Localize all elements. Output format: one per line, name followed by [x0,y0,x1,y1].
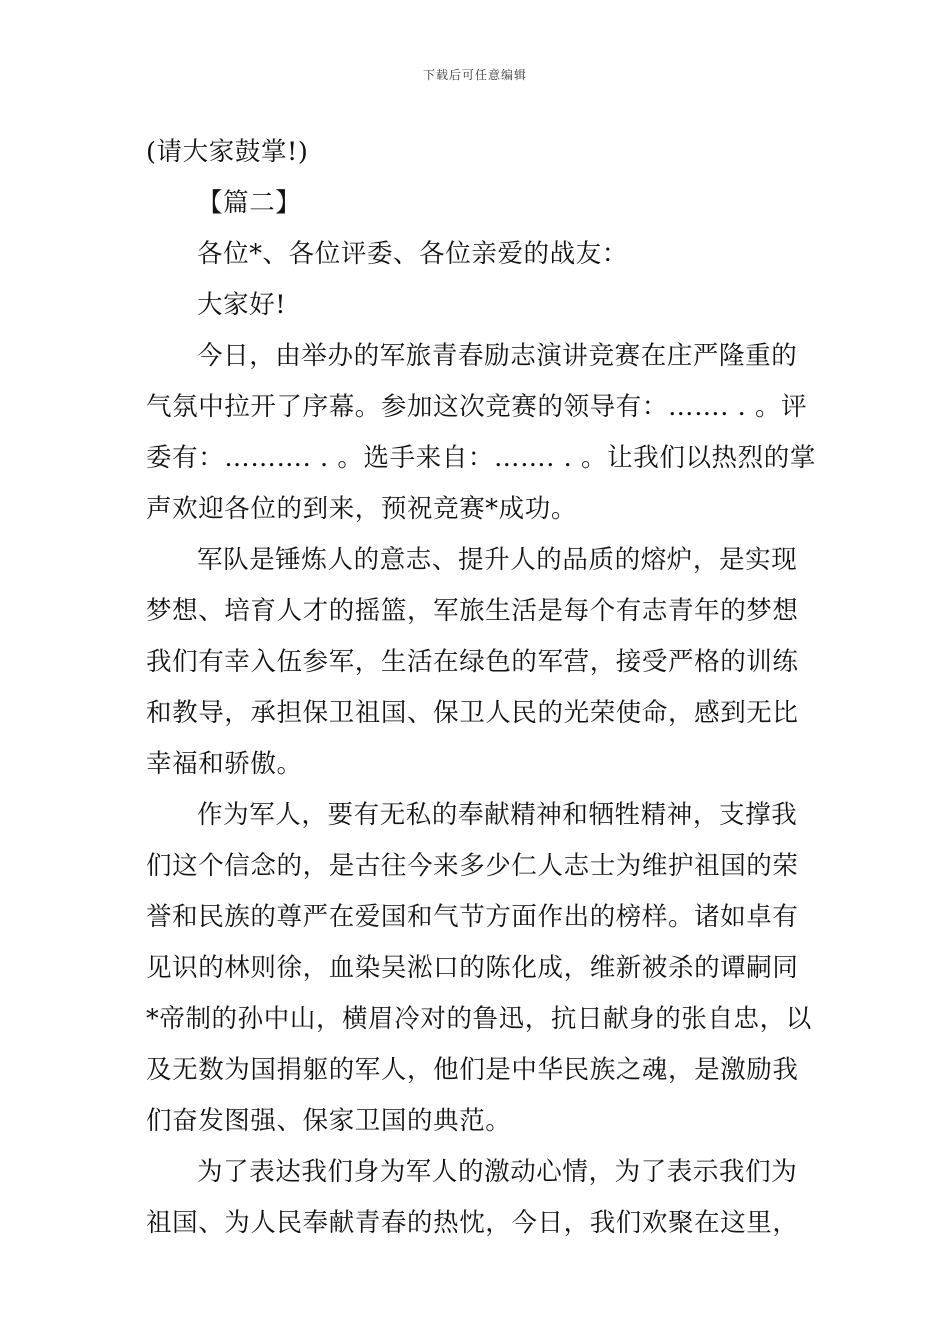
text-line: 见识的林则徐，血染吴淞口的陈化成，维新被杀的谭嗣同 [146,953,799,983]
text-line: 们这个信念的，是古往今来多少仁人志士为维护祖国的荣 [146,851,799,881]
text-line: 梦想、培育人才的摇篮，军旅生活是每个有志青年的梦想 [146,596,799,626]
text-line: 和教导，承担保卫祖国、保卫人民的光荣使命，感到无比 [146,698,799,728]
text-line: 我们有幸入伍参军，生活在绿色的军营，接受严格的训练 [146,647,799,677]
text-line: 军队是锤炼人的意志、提升人的品质的熔炉，是实现 [197,545,798,575]
text-line: 大家好! [197,290,287,320]
page-header: 下载后可任意编辑 [422,68,527,82]
text-line: 们奋发图强、保家卫国的典范。 [146,1106,512,1136]
document-body [146,127,816,1249]
text-line: 及无数为国捐躯的军人，他们是中华民族之魂，是激励我 [146,1055,799,1085]
text-line: 作为军人，要有无私的奉献精神和牺牲精神，支撑我 [197,800,798,830]
text-line: 今日，由举办的军旅青春励志演讲竞赛在庄严隆重的 [197,341,798,371]
section-heading: 【篇二】 [197,188,302,218]
text-line: 祖国、为人民奉献青春的热忱，今日，我们欢聚在这里， [146,1208,799,1238]
text-line: 幸福和骄傲。 [146,749,303,779]
text-line: 声欢迎各位的到来，预祝竞赛*成功。 [146,494,577,524]
text-line: 誉和民族的尊严在爱国和气节方面作出的榜样。诸如卓有 [146,902,799,932]
text-line: 气氛中拉开了序幕。参加这次竞赛的领导有：……. . 。评 [146,392,808,422]
text-line: 各位*、各位评委、各位亲爱的战友： [197,239,628,269]
text-line: 委有：………. . 。选手来自：……. . 。让我们以热烈的掌 [146,443,816,473]
text-line: (请大家鼓掌!) [146,137,309,167]
text-line: *帝制的孙中山，横眉冷对的鲁迅，抗日献身的张自忠，以 [146,1004,812,1034]
text-line: 为了表达我们身为军人的激动心情，为了表示我们为 [197,1157,798,1187]
